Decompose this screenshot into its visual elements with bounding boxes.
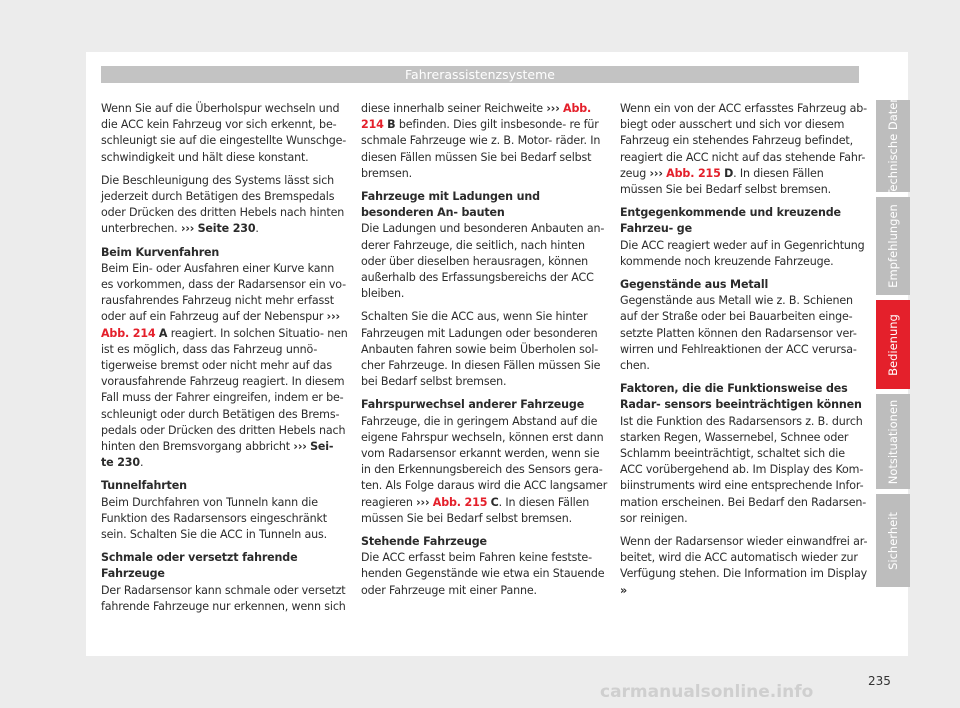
paragraph: Schalten Sie die ACC aus, wenn Sie hinter Fahrzeugen mit Ladungen oder besonderen Anbauten fahren sowie beim Überholen sol- cher Fahrzeuge. In diesen Fällen müssen Sie bei Bedarf selbst bremsen. [361, 310, 601, 389]
continue-icon: » [620, 583, 628, 597]
paragraph: Beim Durchfahren von Tunneln kann die Funktion des Radarsensors eingeschränkt sein. Schalten Sie die ACC in Tunneln aus. [101, 495, 328, 542]
column-2 [361, 101, 609, 606]
subheading: Fahrzeuge mit Ladungen und besonderen An- bauten [361, 190, 540, 220]
paragraph: Die Ladungen und besonderen Anbauten an- derer Fahrzeuge, die seitlich, nach hinten oder über dieselben herausragen, können außerhalb des Erfassungsbereichs der ACC bleiben. [361, 222, 605, 301]
paragraph: Der Radarsensor kann schmale oder versetzt fahrende Fahrzeuge nur erkennen, wenn sich [101, 583, 346, 613]
subheading: Tunnelfahrten [101, 479, 187, 493]
figure-ref-link[interactable]: Abb. 215 [432, 495, 488, 509]
paragraph: Wenn ein von der ACC erfasstes Fahrzeug ab- biegt oder ausschert und sich vor diesem Fahrzeug ein stehendes Fahrzeug befindet, reagiert die ACC nicht auf das stehende Fahr- zeug ››› Abb. 215 D. In diesen Fällen müssen Sie bei Bedarf selbst bremsen. [620, 102, 867, 197]
tab-sicherheit[interactable]: Sicherheit [876, 494, 910, 587]
paragraph: Beim Ein- oder Ausfahren einer Kurve kann es vorkommen, dass der Radarsensor ein vo- rausfahrendes Fahrzeug nicht mehr erfasst oder auf ein Fahrzeug auf der Nebenspur ››› Abb. 214 A reagiert. In solchen Situatio- nen ist es möglich, dass das Fahrzeug unnö- tigerweise bremst oder nicht mehr auf das vorausfahrende Fahrzeug reagiert. In diesem Fall muss der Fahrer eingreifen, indem er be- schleunigt oder durch Betätigen des Brems- pedals oder Drücken des dritten Hebels nach hinten den Bremsvorgang abbricht ››› Sei- te 230. [101, 261, 348, 470]
subheading: Gegenstände aus Metall [620, 278, 769, 292]
paragraph: Fahrzeuge, die in geringem Abstand auf die eigene Fahrspur wechseln, können erst dann vom Radarsensor erkannt werden, wenn sie in den Erkennungsbereich des Sensors gera- ten. Als Folge daraus wird die ACC langsamer reagieren ››› Abb. 215 C. In diesen Fällen müssen Sie bei Bedarf selbst bremsen. [361, 414, 608, 525]
chapter-tabs [876, 95, 910, 592]
paragraph: Die Beschleunigung des Systems lässt sich jederzeit durch Betätigen des Bremspedals oder Drücken des dritten Hebels nach hinten unterbrechen. ››› Seite 230. [101, 173, 345, 236]
page-ref-link[interactable]: Sei- te 230 [101, 440, 334, 470]
tab-empfehlungen[interactable]: Empfehlungen [876, 197, 910, 295]
figure-ref-link[interactable]: Abb. 214 [101, 326, 156, 340]
figure-ref-link[interactable]: Abb. 214 [361, 102, 592, 132]
arrow-icon: ››› [649, 166, 663, 180]
paragraph: Wenn Sie auf die Überholspur wechseln und die ACC kein Fahrzeug vor sich erkennt, be- schleunigt sie auf die eingestellte Wunschge- schwindigkeit und hält diese konstant. [101, 102, 347, 164]
column-3 [620, 101, 868, 606]
paragraph: Wenn der Radarsensor wieder einwandfrei ar- beitet, wird die ACC automatisch wieder zur Verfügung stehen. Die Information im Display » [620, 535, 868, 597]
paragraph: Gegenstände aus Metall wie z. B. Schienen auf der Straße oder bei Bauarbeiten einge- setzte Platten können den Radarsensor ver- wirren und Fehlreaktionen der ACC verursa- chen. [620, 294, 857, 373]
paragraph: Die ACC erfasst beim Fahren keine festste- henden Gegenstände wie etwa ein Stauende oder Fahrzeuge mit einer Panne. [361, 551, 605, 597]
paragraph: Ist die Funktion des Radarsensors z. B. durch starken Regen, Wassernebel, Schnee oder Schlamm beeinträchtigt, schaltet sich die ACC vorübergehend ab. Im Display des Kom- biinstruments wird eine entsprechende Infor- mation erscheinen. Bei Bedarf den Radarsen- sor reinigen. [620, 414, 867, 525]
subheading: Entgegenkommende und kreuzende Fahrzeu- ge [620, 206, 841, 236]
arrow-icon: ››› [546, 102, 560, 115]
tab-technische-daten[interactable]: Technische Daten [876, 100, 910, 192]
subheading: Schmale oder versetzt fahrende Fahrzeuge [101, 551, 298, 581]
page-ref-link[interactable]: Seite 230 [197, 222, 256, 236]
subheading: Fahrspurwechsel anderer Fahrzeuge [361, 398, 585, 412]
tab-notsituationen[interactable]: Notsituationen [876, 394, 910, 489]
subheading: Stehende Fahrzeuge [361, 535, 487, 549]
arrow-icon: ››› [293, 440, 307, 454]
arrow-icon: ››› [180, 222, 195, 236]
subheading: Faktoren, die die Funktionsweise des Radar- sensors beeinträchtigen können [620, 382, 862, 412]
tab-bedienung[interactable]: Bedienung [876, 300, 910, 389]
figure-ref-link[interactable]: Abb. 215 [666, 166, 721, 180]
page-number: 235 [868, 674, 891, 688]
subheading: Beim Kurvenfahren [101, 245, 220, 259]
paragraph: Die ACC reagiert weder auf in Gegenrichtung kommende noch kreuzende Fahrzeuge. [620, 238, 865, 268]
arrow-icon: ››› [326, 310, 340, 324]
watermark: carmanualsonline.info [600, 682, 814, 702]
column-1 [101, 101, 349, 622]
arrow-icon: ››› [416, 495, 430, 509]
section-header: Fahrerassistenzsysteme [101, 66, 859, 83]
paragraph: diese innerhalb seiner Reichweite ››› Abb. 214 B befinden. Dies gilt insbesonde- re für schmale Fahrzeuge wie z. B. Motor- räder. In diesen Fällen müssen Sie bei Bedarf selbst bremsen. [361, 102, 601, 180]
